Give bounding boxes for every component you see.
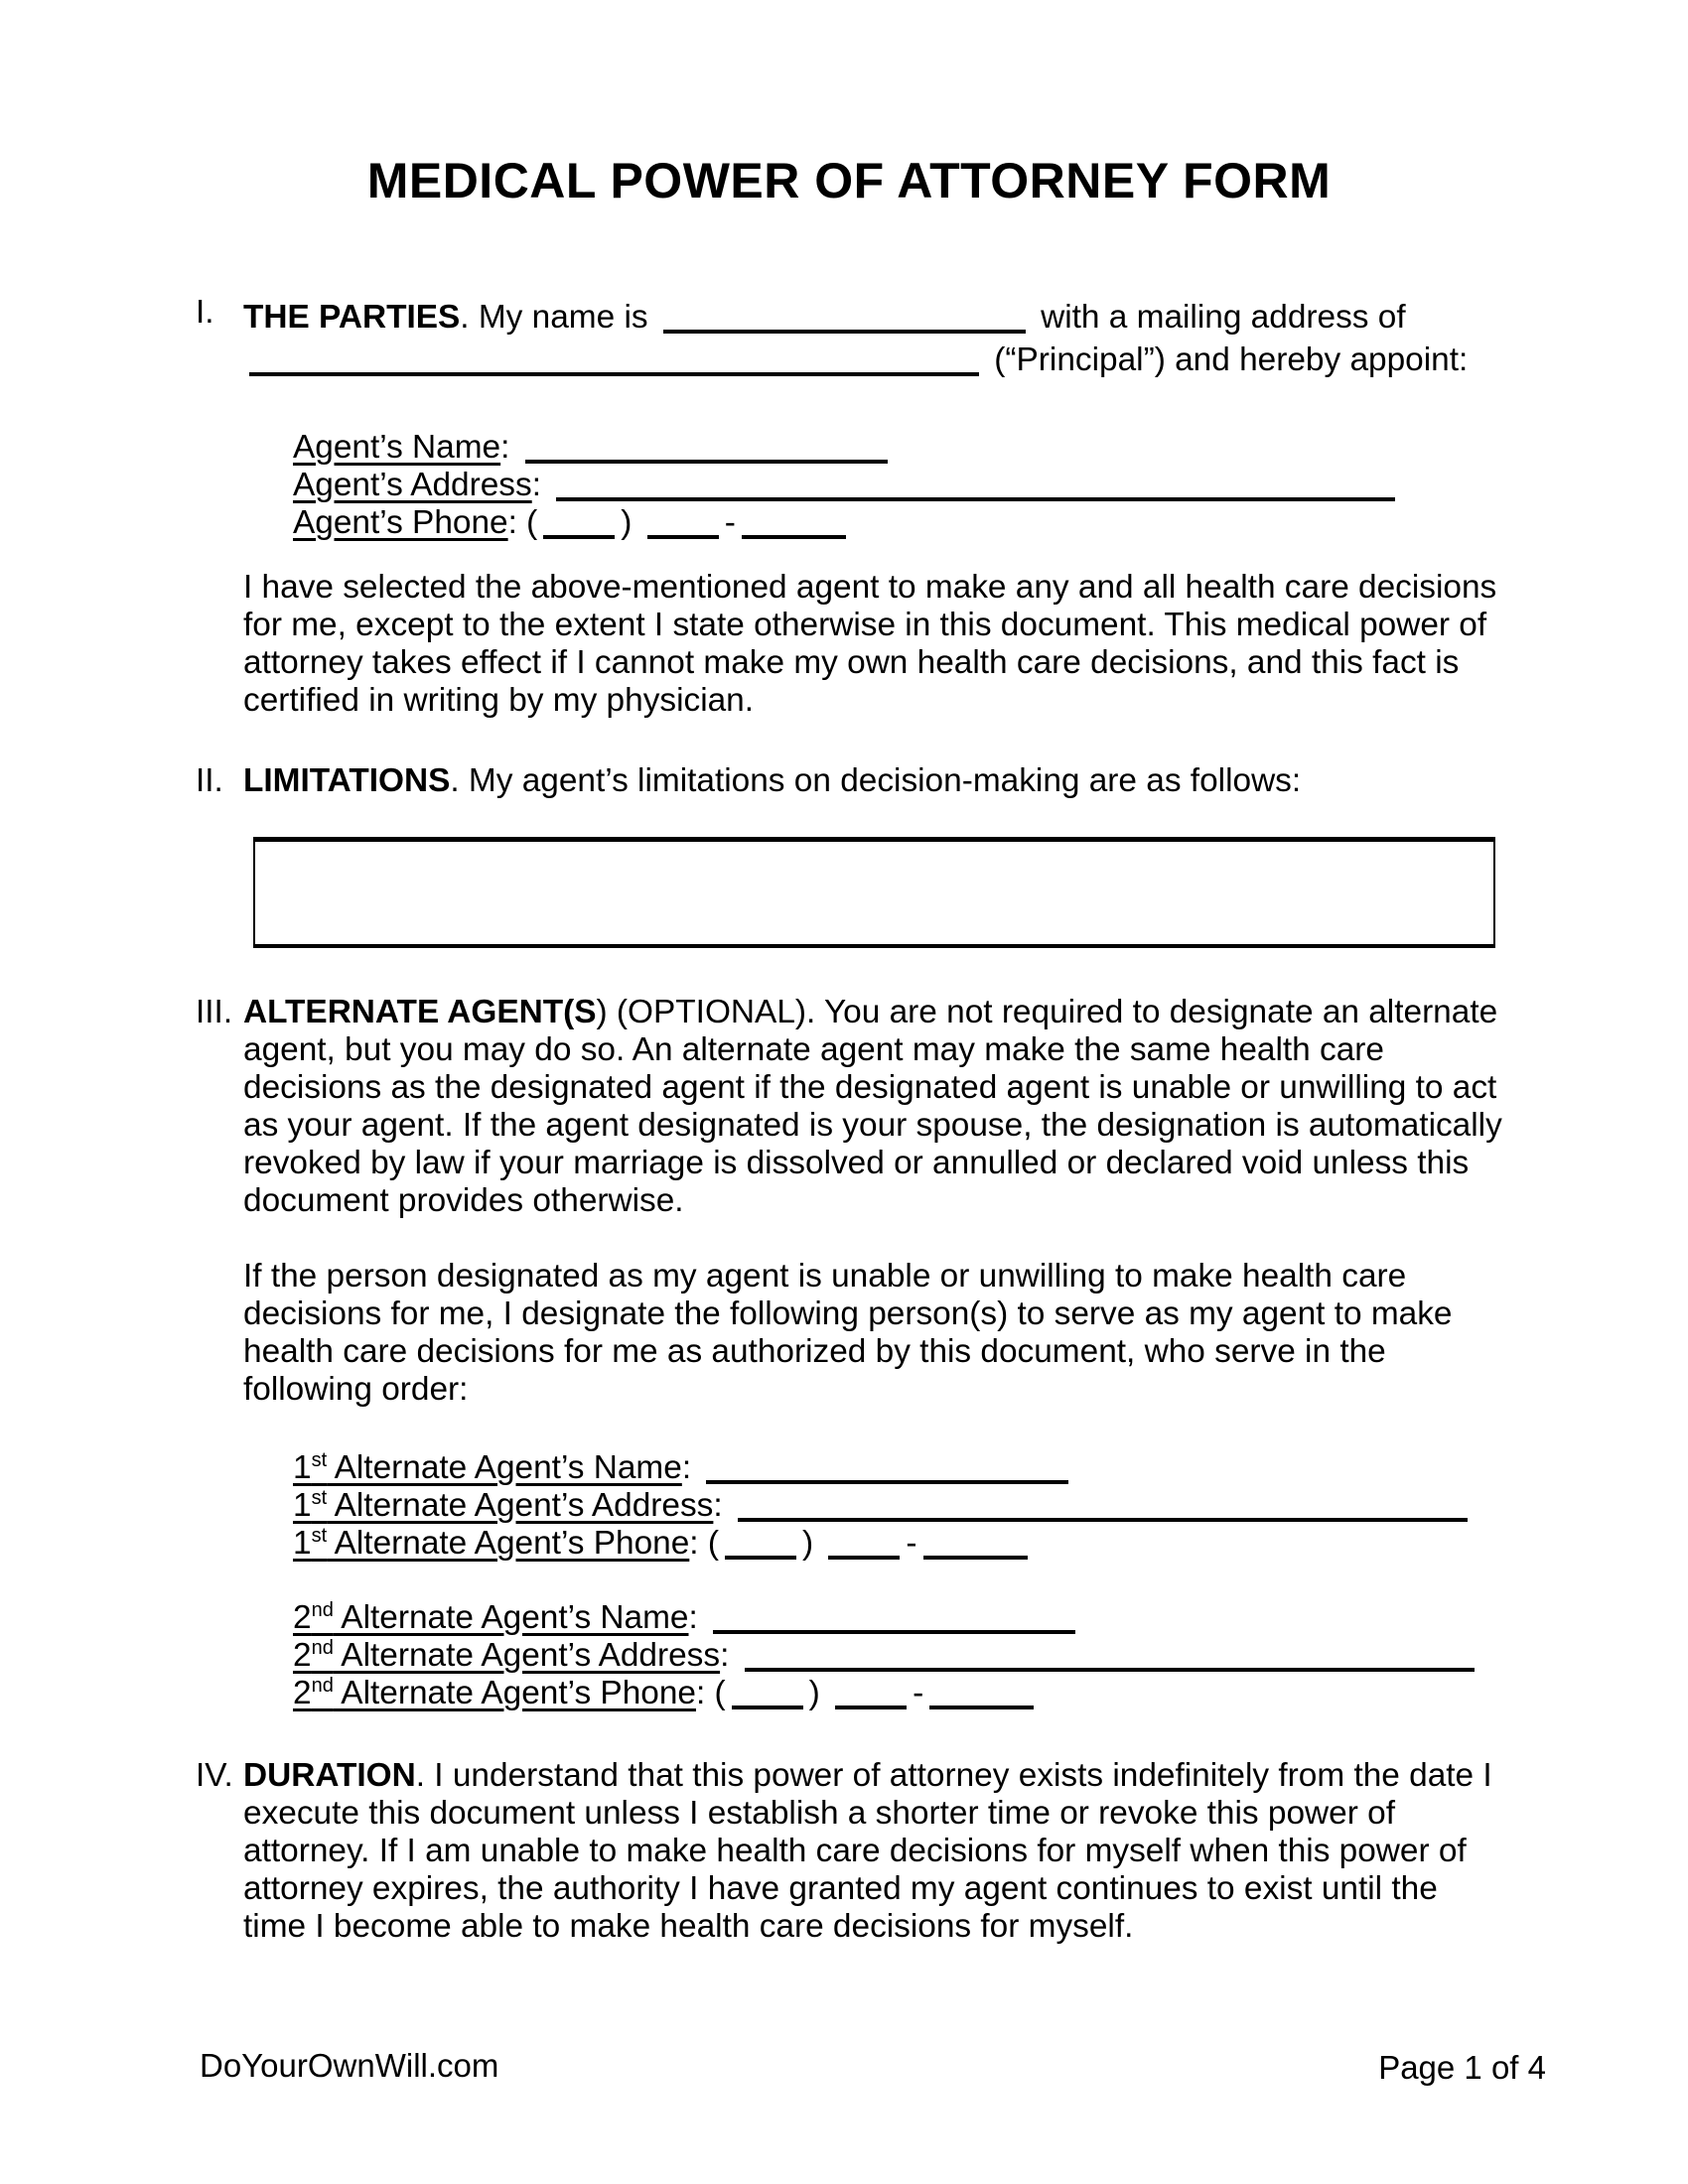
colon: : xyxy=(500,429,510,466)
alt2-ordinal-suffix: nd xyxy=(311,1636,334,1659)
alt1-ordinal-suffix: st xyxy=(311,1486,328,1509)
alt2-ordinal: 2 xyxy=(293,1675,312,1711)
alt1-ordinal: 1 xyxy=(293,1449,312,1486)
open-paren: ( xyxy=(714,1675,726,1711)
principal-address-blank[interactable] xyxy=(249,342,979,376)
duration-paragraph xyxy=(243,1757,1502,1946)
colon: : xyxy=(689,1525,699,1562)
alt1-phone-field xyxy=(293,1520,1502,1562)
alt2-address-label xyxy=(293,1637,720,1674)
alt2-phone-label-text: Alternate Agent’s Phone xyxy=(333,1675,696,1711)
close-paren: ) xyxy=(808,1675,820,1711)
section-limitations-body xyxy=(243,762,1502,948)
section-parties-numeral: I. xyxy=(196,294,214,331)
alt1-ordinal: 1 xyxy=(293,1487,312,1524)
page-title: MEDICAL POWER OF ATTORNEY FORM xyxy=(366,153,1332,208)
parties-intro-mid: with a mailing address of xyxy=(1041,299,1406,336)
alt2-ordinal: 2 xyxy=(293,1637,312,1674)
agent-name-blank[interactable] xyxy=(525,430,888,464)
alt2-name-field xyxy=(293,1594,1502,1636)
colon: : xyxy=(720,1637,730,1674)
agent-phone-label: Agent’s Phone xyxy=(293,504,508,541)
alt2-address-blank[interactable] xyxy=(745,1638,1475,1672)
alt2-ordinal: 2 xyxy=(293,1599,312,1636)
alt2-ordinal-suffix: nd xyxy=(311,1674,334,1697)
agent-phone-line-blank[interactable] xyxy=(742,505,846,539)
colon: : xyxy=(695,1675,706,1711)
alt1-ordinal-suffix: st xyxy=(311,1448,328,1471)
alt1-ordinal-suffix: st xyxy=(311,1524,328,1547)
agent-name-field xyxy=(293,424,1502,466)
parties-intro-tail: (“Principal”) and hereby appoint: xyxy=(994,341,1469,378)
alternate-paragraph-2: If the person designated as my agent is unable or unwilling to make health care decisions for me, I designate the following person(s) to serve as my agent to make health care decisions for me as authorized by this document, who serve in the following order: xyxy=(243,1258,1453,1408)
alt1-ordinal: 1 xyxy=(293,1525,312,1562)
alt2-name-label-text: Alternate Agent’s Name xyxy=(333,1599,689,1636)
agent-fields xyxy=(293,424,1502,541)
section-duration-body xyxy=(243,1757,1502,1946)
agent-phone-field xyxy=(293,499,1502,541)
alt1-address-field xyxy=(293,1482,1502,1524)
alt2-address-field xyxy=(293,1632,1502,1674)
footer-site-name: DoYourOwnWill.com xyxy=(200,2047,499,2084)
alt1-phone-prefix-blank[interactable] xyxy=(828,1526,900,1560)
limitations-line xyxy=(243,762,1502,800)
section-limitations-numeral: II. xyxy=(196,762,223,799)
colon: : xyxy=(713,1487,723,1524)
footer-page-indicator: Page 1 of 4 xyxy=(1378,2049,1546,2086)
section-alternate-agents xyxy=(196,994,1502,1711)
alt1-name-label-text: Alternate Agent’s Name xyxy=(327,1449,682,1486)
alt2-phone-label xyxy=(293,1675,696,1711)
section-duration-numeral: IV. xyxy=(196,1757,233,1794)
alt2-fields xyxy=(293,1594,1502,1711)
limitations-heading: LIMITATIONS xyxy=(243,762,451,799)
parties-intro-lead: . My name is xyxy=(460,299,648,336)
section-parties-body xyxy=(243,294,1502,720)
alt2-name-blank[interactable] xyxy=(713,1600,1075,1634)
alt1-phone-label xyxy=(293,1525,689,1562)
parties-paragraph: I have selected the above-mentioned agent to make any and all health care decisions for me, except to the extent I state otherwise in this document. This medical power of attorney takes effect if I cannot make my own health care decisions, and this fact is certified in writing by my physician. xyxy=(243,569,1497,719)
alt2-ordinal-suffix: nd xyxy=(311,1598,334,1621)
alt2-phone-field xyxy=(293,1670,1502,1711)
close-paren: ) xyxy=(621,504,633,541)
alternate-heading: ALTERNATE AGENT(S xyxy=(243,994,597,1030)
section-parties xyxy=(196,294,1502,720)
agent-phone-area-blank[interactable] xyxy=(543,505,615,539)
dash: - xyxy=(913,1675,924,1711)
section-limitations xyxy=(196,762,1502,948)
duration-heading: DURATION xyxy=(243,1757,416,1794)
alt2-phone-area-blank[interactable] xyxy=(732,1676,803,1709)
limitations-text: . My agent’s limitations on decision-making are as follows: xyxy=(450,762,1302,799)
duration-text: . I understand that this power of attorney exists indefinitely from the date I execute this document unless I establish a shorter time or revoke this power of attorney. If I am unable to make health care decisions for myself when this power of attorney expires, the authority I have granted my agent continues to exist until the time I become able to make health care decisions for myself. xyxy=(243,1757,1492,1945)
alt1-name-blank[interactable] xyxy=(706,1450,1068,1484)
alt1-name-label xyxy=(293,1449,682,1486)
agent-address-blank[interactable] xyxy=(556,468,1395,501)
alternate-paragraph-1 xyxy=(243,994,1502,1220)
alt1-address-label xyxy=(293,1487,713,1524)
colon: : xyxy=(681,1449,692,1486)
alt1-phone-area-blank[interactable] xyxy=(725,1526,796,1560)
colon: : xyxy=(688,1599,698,1636)
colon: : xyxy=(531,467,541,503)
parties-intro xyxy=(243,294,1502,379)
alt1-fields xyxy=(293,1444,1502,1562)
alt1-address-label-text: Alternate Agent’s Address xyxy=(327,1487,714,1524)
agent-phone-prefix-blank[interactable] xyxy=(647,505,719,539)
parties-heading: THE PARTIES xyxy=(243,299,461,336)
limitations-entry-box[interactable] xyxy=(253,837,1495,948)
section-alternate-numeral: III. xyxy=(196,994,233,1030)
alt2-phone-line-blank[interactable] xyxy=(929,1676,1034,1709)
agent-address-field xyxy=(293,462,1502,503)
dash: - xyxy=(724,504,736,541)
alternate-text: ) (OPTIONAL). You are not required to designate an alternate agent, but you may do so. An alternate agent may make the same health care decisions as the designated agent if the designated agent is unable or unwilling to act as your agent. If the agent designated is your spouse, the designation is automatically revoked by law if your marriage is dissolved or annulled or declared void unless this document provides otherwise. xyxy=(243,994,1502,1219)
principal-name-blank[interactable] xyxy=(663,300,1026,334)
colon: : xyxy=(507,504,517,541)
alt1-phone-line-blank[interactable] xyxy=(923,1526,1028,1560)
alt1-address-blank[interactable] xyxy=(738,1488,1468,1522)
alt2-name-label xyxy=(293,1599,689,1636)
alt1-phone-label-text: Alternate Agent’s Phone xyxy=(327,1525,690,1562)
close-paren: ) xyxy=(801,1525,814,1562)
open-paren: ( xyxy=(707,1525,719,1562)
section-alternate-body xyxy=(243,994,1502,1711)
agent-address-label: Agent’s Address xyxy=(293,467,532,503)
dash: - xyxy=(906,1525,917,1562)
alt1-name-field xyxy=(293,1444,1502,1486)
open-paren: ( xyxy=(526,504,538,541)
section-duration xyxy=(196,1757,1502,1946)
alt2-phone-prefix-blank[interactable] xyxy=(835,1676,907,1709)
agent-name-label: Agent’s Name xyxy=(293,429,501,466)
alt2-address-label-text: Alternate Agent’s Address xyxy=(333,1637,721,1674)
